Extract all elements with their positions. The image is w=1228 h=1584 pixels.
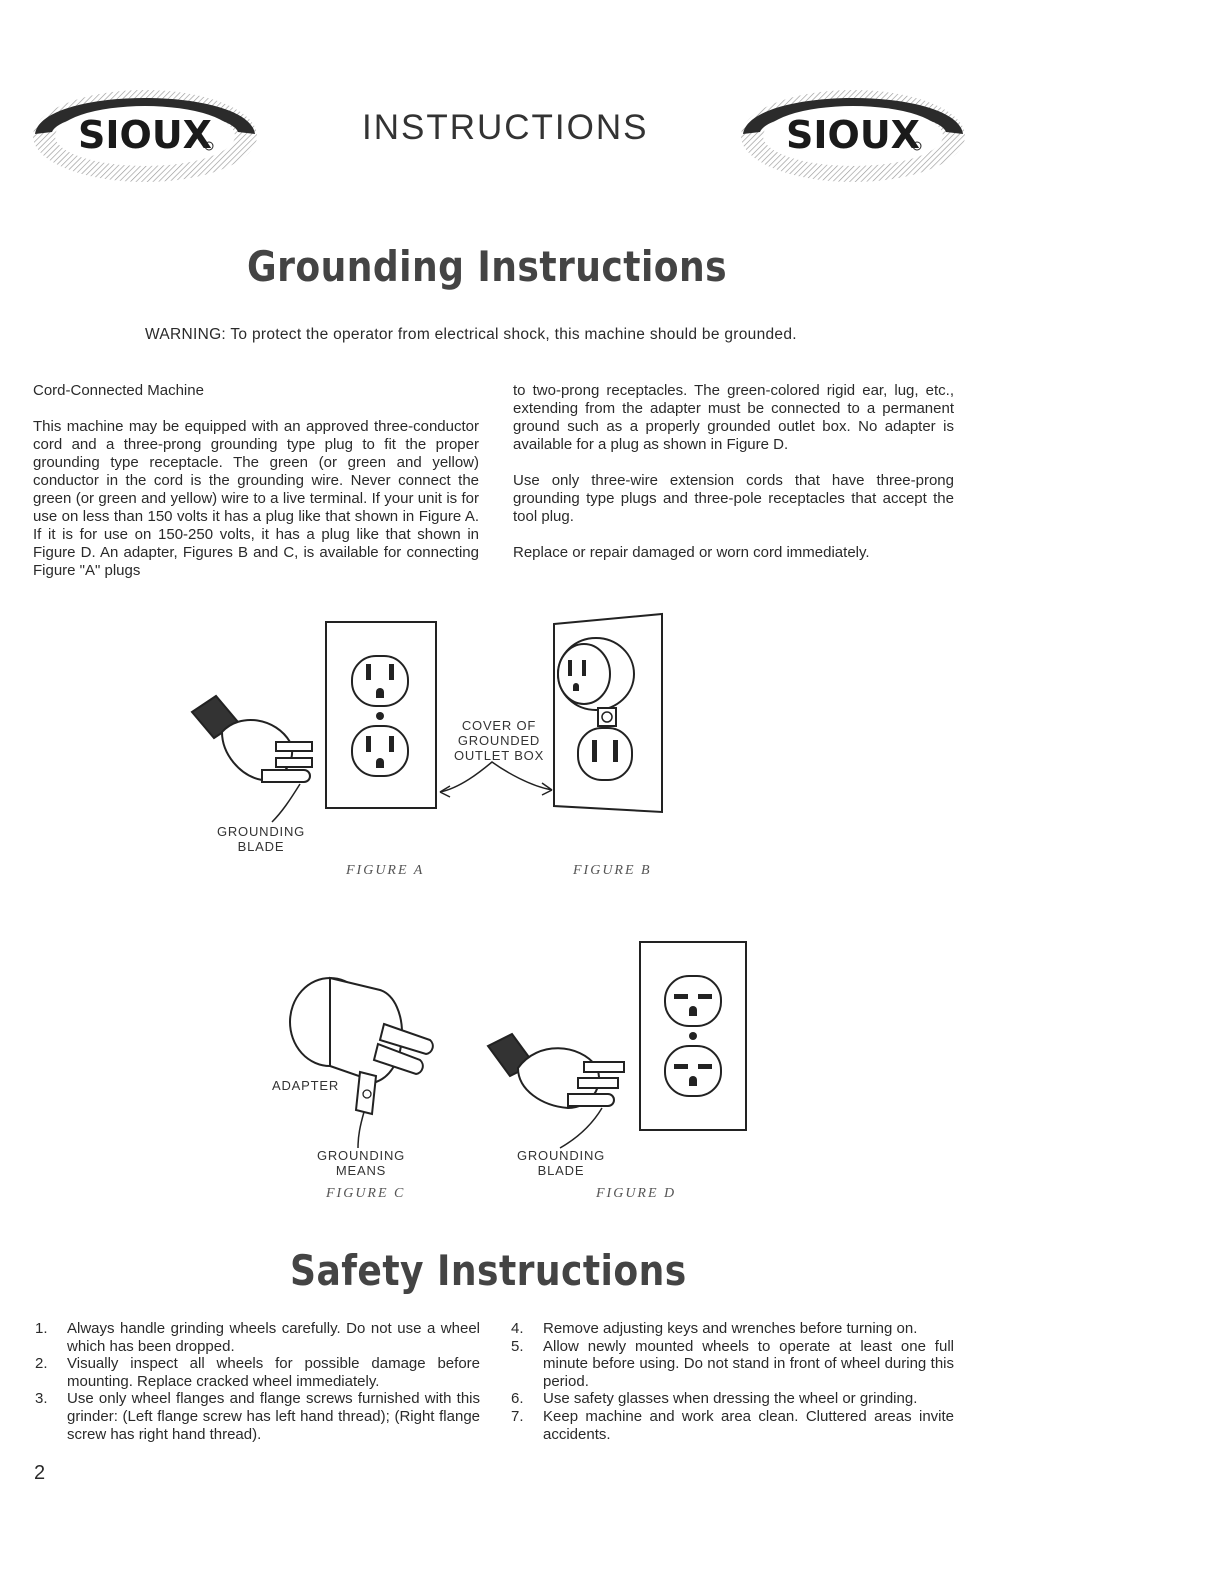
page-number: 2 [34, 1462, 46, 1484]
safety-item-2-text: Visually inspect all wheels for possible damage before mounting. Replace cracked wheel immediately. [67, 1355, 480, 1390]
label-gm-line-2: MEANS [335, 1163, 387, 1178]
safety-item-4-num: 4. [511, 1320, 524, 1337]
safety-item-5-num: 5. [511, 1337, 524, 1355]
safety-item-4-text: Remove adjusting keys and wrenches before turning on. [543, 1320, 918, 1337]
safety-item-7 [511, 1408, 954, 1443]
label-grounding-blade-d [506, 1148, 616, 1178]
label-gb-a-line-2: BLADE [237, 839, 285, 854]
header-title: INSTRUCTIONS [362, 108, 649, 147]
safety-item-3 [35, 1390, 480, 1443]
caption-figure-c: FIGURE C [326, 1186, 406, 1201]
label-gb-d-line-2: BLADE [537, 1163, 585, 1178]
safety-item-7-num: 7. [511, 1407, 524, 1425]
safety-list-left [35, 1320, 480, 1443]
safety-item-1-text: Always handle grinding wheels carefully. Do not use a wheel which has been dropped. [67, 1320, 480, 1355]
label-adapter: ADAPTER [272, 1078, 340, 1093]
left-paragraph: This machine may be equipped with an approved three-conductor cord and a three-prong grounding type plug to fit the proper grounding type receptacle. The green (or green and yellow) conductor in the cord is the grounding wire. Never connect the green (or green and yellow) wire to a live terminal. If your unit is for use on less than 150 volts it has a plug like that shown in Figure A. If it is for use on 150-250 volts, it has a plug like that shown in Figure D. An adapter, Figures B and C, is available for connecting Figure "A" plugs [33, 418, 479, 579]
safety-item-1-num: 1. [35, 1320, 48, 1337]
label-gb-d-line-1: GROUNDING [516, 1148, 606, 1163]
safety-item-3-num: 3. [35, 1390, 48, 1408]
safety-item-4 [511, 1320, 954, 1338]
right-paragraph-3: Replace or repair damaged or worn cord immediately. [513, 544, 870, 561]
warning-text: WARNING: To protect the operator from electrical shock, this machine should be grounded. [145, 326, 797, 343]
svg-text:SIOUX: SIOUX [786, 113, 920, 157]
safety-item-6-text: Use safety glasses when dressing the wheel or grinding. [543, 1390, 918, 1408]
caption-figure-a: FIGURE A [346, 863, 425, 878]
right-paragraph-2: Use only three-wire extension cords that have three-prong grounding type plugs and three-pole receptacles that accept the tool plug. [513, 472, 954, 525]
label-gb-a-line-1: GROUNDING [216, 824, 306, 839]
safety-item-7-text: Keep machine and work area clean. Cluttered areas invite accidents. [543, 1407, 954, 1443]
label-cover-line-3: OUTLET BOX [453, 748, 545, 763]
plug-d [488, 1034, 624, 1108]
receptacle-d-top [665, 976, 721, 1026]
safety-item-5 [511, 1338, 954, 1391]
caption-figure-d: FIGURE D [596, 1186, 677, 1201]
safety-item-6 [511, 1390, 954, 1408]
safety-item-2-num: 2. [35, 1355, 48, 1373]
safety-item-1 [35, 1320, 480, 1355]
safety-item-3-text: Use only wheel flanges and flange screws furnished with this grinder: (Left flange screw has left hand thread); (Right flange screw has right hand thread). [67, 1390, 480, 1443]
caption-figure-b: FIGURE B [573, 863, 652, 878]
right-paragraph-1: to two-prong receptacles. The green-colored rigid ear, lug, etc., extending from the adapter must be connected to a permanent ground such as a properly grounded outlet box. No adapter is available for a plug as shown in Figure D. [513, 382, 954, 453]
svg-text:SIOUX: SIOUX [78, 113, 212, 157]
subheading: Cord-Connected Machine [33, 382, 204, 399]
safety-item-2 [35, 1355, 480, 1390]
label-cover-line-2: GROUNDED [457, 733, 541, 748]
safety-title: Safety Instructions [290, 1246, 687, 1295]
label-grounding-means [306, 1148, 416, 1178]
adapter-c [290, 978, 433, 1114]
label-cover-line-1: COVER OF [461, 718, 537, 733]
safety-item-5-text: Allow newly mounted wheels to operate at least one full minute before using. Do not stand in front of wheel during this period. [543, 1337, 954, 1390]
label-gm-line-1: GROUNDING [316, 1148, 406, 1163]
grounding-title: Grounding Instructions [247, 242, 728, 291]
safety-item-6-num: 6. [511, 1390, 524, 1408]
safety-list-right [511, 1320, 954, 1443]
receptacle-d-bottom [665, 1046, 721, 1096]
